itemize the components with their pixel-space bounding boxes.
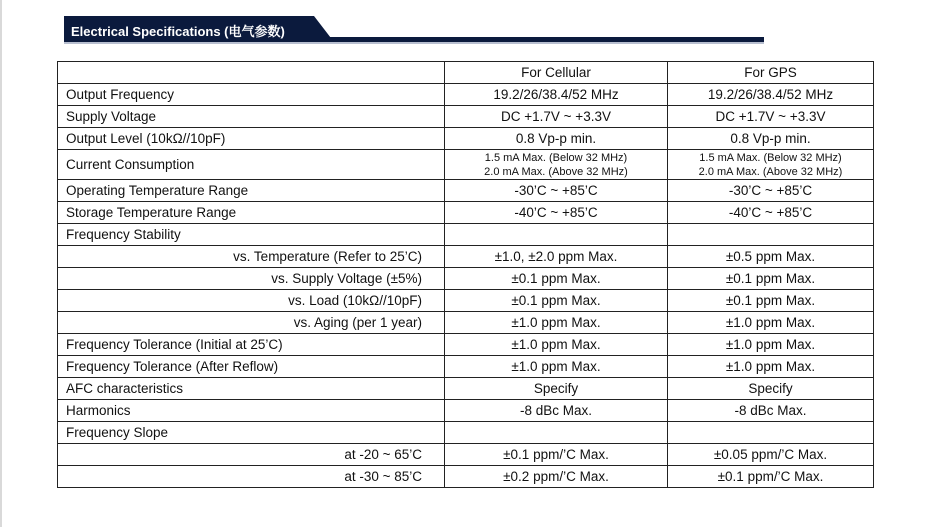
gps-value: ±1.0 ppm Max. <box>668 356 874 378</box>
gps-value: 19.2/26/38.4/52 MHz <box>668 84 874 106</box>
parameter-label: Operating Temperature Range <box>58 180 445 202</box>
parameter-label: Frequency Tolerance (After Reflow) <box>58 356 445 378</box>
cellular-value: 0.8 Vp-p min. <box>445 128 668 150</box>
gps-value: ±0.1 ppm Max. <box>668 290 874 312</box>
gps-value: -8 dBc Max. <box>668 400 874 422</box>
table-row <box>58 312 874 334</box>
parameter-label: vs. Temperature (Refer to 25’C) <box>58 246 445 268</box>
parameter-label: AFC characteristics <box>58 378 445 400</box>
cellular-value: DC +1.7V ~ +3.3V <box>445 106 668 128</box>
table-row <box>58 356 874 378</box>
table-row <box>58 400 874 422</box>
cellular-value: 19.2/26/38.4/52 MHz <box>445 84 668 106</box>
table-row <box>58 150 874 180</box>
gps-value-line: 2.0 mA Max. (Above 32 MHz) <box>698 165 843 178</box>
gps-value: 0.8 Vp-p min. <box>668 128 874 150</box>
cellular-value: ±1.0, ±2.0 ppm Max. <box>445 246 668 268</box>
parameter-label: Storage Temperature Range <box>58 202 445 224</box>
cellular-value: -40’C ~ +85’C <box>445 202 668 224</box>
table-row <box>58 180 874 202</box>
parameter-label: Harmonics <box>58 400 445 422</box>
table-row <box>58 268 874 290</box>
gps-value: ±0.05 ppm/’C Max. <box>668 444 874 466</box>
parameter-label: vs. Load (10kΩ//10pF) <box>58 290 445 312</box>
cellular-value-line: 2.0 mA Max. (Above 32 MHz) <box>484 165 628 178</box>
table-row <box>58 290 874 312</box>
header-underline-shadow <box>64 42 764 44</box>
cellular-value <box>445 422 668 444</box>
cellular-value: ±0.2 ppm/’C Max. <box>445 466 668 488</box>
parameter-label: Frequency Tolerance (Initial at 25’C) <box>58 334 445 356</box>
cellular-value: ±0.1 ppm/’C Max. <box>445 444 668 466</box>
table-row <box>58 378 874 400</box>
gps-value <box>668 422 874 444</box>
gps-value: ±0.5 ppm Max. <box>668 246 874 268</box>
gps-value: -40’C ~ +85’C <box>668 202 874 224</box>
parameter-label: Frequency Slope <box>58 422 445 444</box>
cellular-value: Specify <box>445 378 668 400</box>
cellular-value <box>445 224 668 246</box>
table-row <box>58 444 874 466</box>
parameter-label: vs. Aging (per 1 year) <box>58 312 445 334</box>
table-row <box>58 224 874 246</box>
gps-value: ±1.0 ppm Max. <box>668 312 874 334</box>
table-row <box>58 202 874 224</box>
cellular-value-line: 1.5 mA Max. (Below 32 MHz) <box>484 151 628 164</box>
column-header-parameter <box>58 62 445 84</box>
table-row <box>58 422 874 444</box>
parameter-label: Supply Voltage <box>58 106 445 128</box>
table-row <box>58 84 874 106</box>
gps-value <box>668 224 874 246</box>
column-header-cellular: For Cellular <box>445 62 668 84</box>
column-header-gps: For GPS <box>668 62 874 84</box>
table-header-row <box>58 62 874 84</box>
table-row <box>58 246 874 268</box>
cellular-value: -8 dBc Max. <box>445 400 668 422</box>
gps-value: ±0.1 ppm Max. <box>668 268 874 290</box>
page-edge-rule <box>0 0 2 527</box>
cellular-value <box>445 150 668 180</box>
parameter-label: Output Level (10kΩ//10pF) <box>58 128 445 150</box>
parameter-label: at -30 ~ 85’C <box>58 466 445 488</box>
table-body <box>58 84 874 488</box>
cellular-value: ±1.0 ppm Max. <box>445 356 668 378</box>
gps-value: ±0.1 ppm/’C Max. <box>668 466 874 488</box>
table-row <box>58 106 874 128</box>
parameter-label: Frequency Stability <box>58 224 445 246</box>
electrical-specifications-table <box>57 61 874 488</box>
section-header <box>64 16 764 46</box>
gps-value: Specify <box>668 378 874 400</box>
parameter-label: at -20 ~ 65’C <box>58 444 445 466</box>
cellular-value: ±0.1 ppm Max. <box>445 268 668 290</box>
cellular-value: ±1.0 ppm Max. <box>445 312 668 334</box>
gps-value: ±1.0 ppm Max. <box>668 334 874 356</box>
gps-value <box>668 150 874 180</box>
table-row <box>58 466 874 488</box>
parameter-label: Current Consumption <box>58 150 445 180</box>
parameter-label: Output Frequency <box>58 84 445 106</box>
section-title: Electrical Specifications (电气参数) <box>71 24 285 39</box>
gps-value: -30’C ~ +85’C <box>668 180 874 202</box>
table-row <box>58 128 874 150</box>
cellular-value: ±0.1 ppm Max. <box>445 290 668 312</box>
cellular-value: -30’C ~ +85’C <box>445 180 668 202</box>
table-row <box>58 334 874 356</box>
parameter-label: vs. Supply Voltage (±5%) <box>58 268 445 290</box>
gps-value-line: 1.5 mA Max. (Below 32 MHz) <box>699 151 842 164</box>
cellular-value: ±1.0 ppm Max. <box>445 334 668 356</box>
gps-value: DC +1.7V ~ +3.3V <box>668 106 874 128</box>
